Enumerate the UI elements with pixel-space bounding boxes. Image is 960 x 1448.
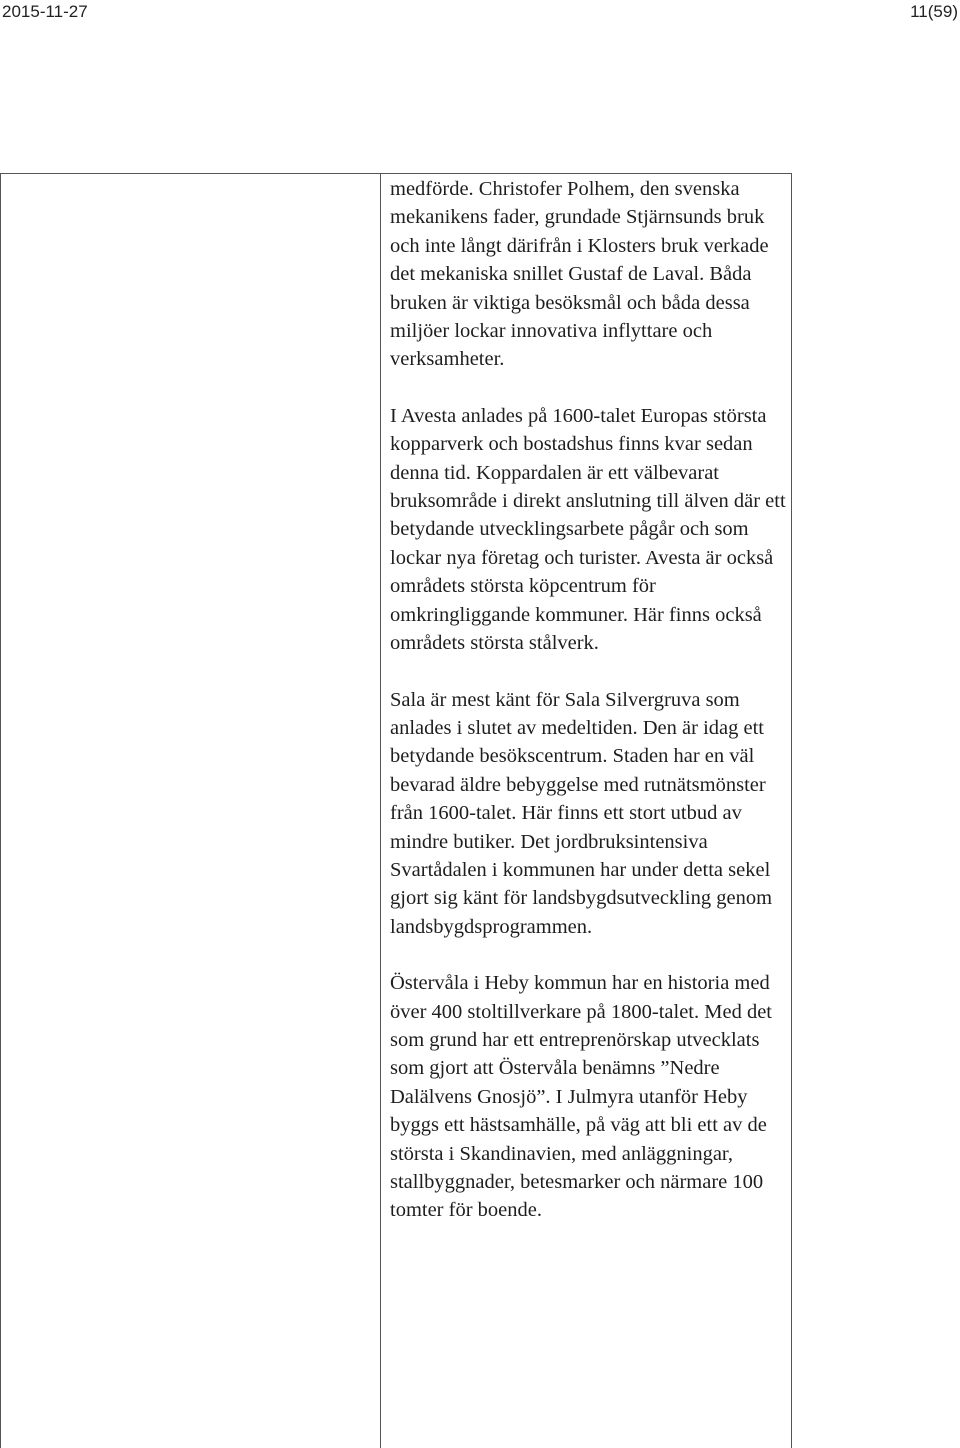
- paragraph-avesta: I Avesta anlades på 1600-talet Europas största kopparverk och bostadshus finns kvar sedan denna tid. Koppardalen är ett välbevarat bruksområde i direkt anslutning till älven där ett betydande utvecklingsarbete pågår och som lockar nya företag och turister. Avesta är också områdets största köpcentrum för omkringliggande kommuner. Här finns också områdets största stålverk.: [390, 404, 786, 655]
- table-left-cell: [1, 174, 380, 1448]
- content-table: [0, 173, 792, 1448]
- paragraph-ostervala: Östervåla i Heby kommun har en historia med över 400 stoltillverkare på 1800-talet. Med det som grund har ett entreprenörskap utvecklats som gjort att Östervåla benämns ”Nedre Dalälvens Gnosjö”. I Julmyra utanför Heby byggs ett hästsamhälle, på väg att bli ett av de största i Skandinavien, med anläggningar, stallbyggnader, betesmarker och närmare 100 tomter för boende.: [390, 972, 772, 1222]
- paragraph-spacer: [390, 374, 786, 402]
- paragraph-bruk: medförde. Christofer Polhem, den svenska mekanikens fader, grundade Stjärnsunds bruk och inte långt därifrån i Klosters bruk verkade det mekaniska snillet Gustaf de Laval. Båda bruken är viktiga besöksmål och båda dessa miljöer lockar innovativa inflyttare och verksamheter.: [390, 178, 769, 371]
- column-divider: [380, 174, 381, 1448]
- header-date: 2015-11-27: [2, 2, 88, 21]
- page-header: [0, 0, 960, 30]
- table-right-cell: [390, 175, 786, 1225]
- paragraph-spacer: [390, 941, 786, 969]
- paragraph-sala: Sala är mest känt för Sala Silvergruva som anlades i slutet av medeltiden. Den är idag ett betydande besökscentrum. Staden har en väl bevarad äldre bebyggelse med rutnätsmönster från 1600-talet. Här finns ett stort utbud av mindre butiker. Det jordbruksintensiva Svartådalen i kommunen har under detta sekel gjort sig känt för landsbygdsutveckling genom landsbygdsprogrammen.: [390, 688, 773, 938]
- paragraph-spacer: [390, 658, 786, 686]
- header-page-number: 11(59): [910, 2, 958, 21]
